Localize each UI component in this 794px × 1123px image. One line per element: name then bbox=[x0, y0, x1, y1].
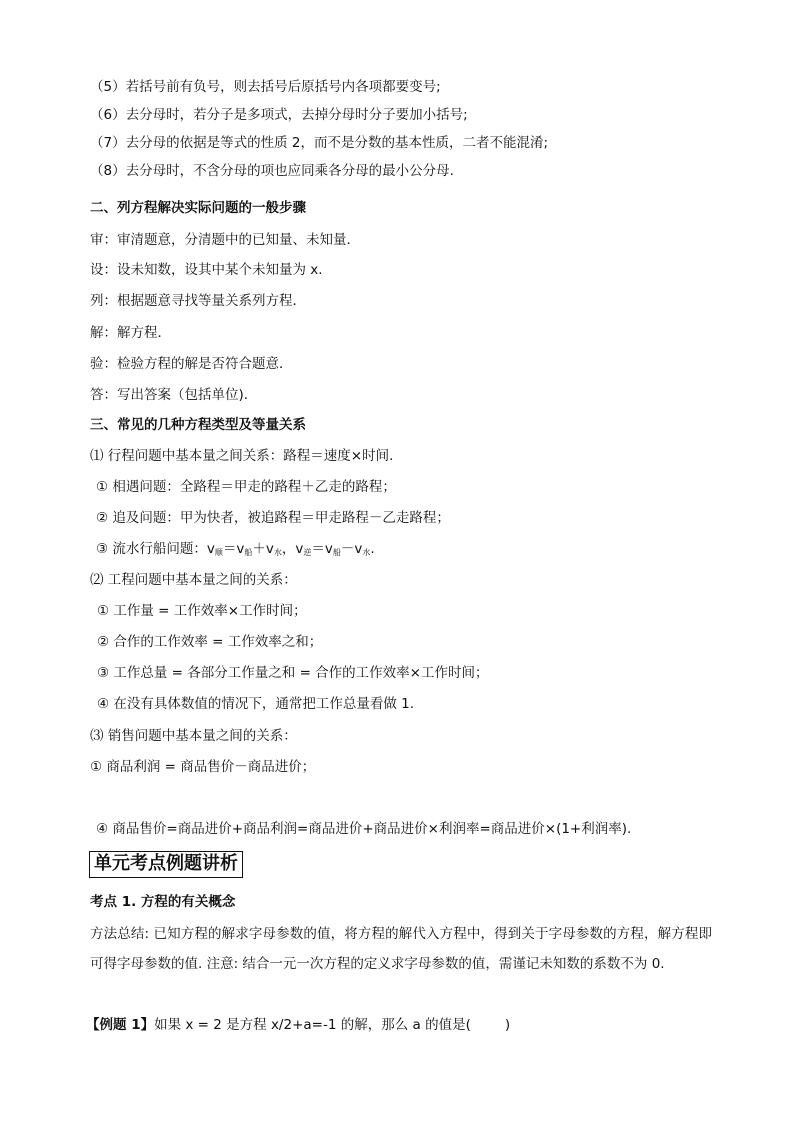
flow-v-3: v bbox=[265, 541, 274, 557]
flow-sub-shui-2: 水 bbox=[362, 548, 371, 557]
flow-sub-chuan-2: 船 bbox=[332, 548, 341, 557]
section-2-title: 二、列方程解决实际问题的一般步骤 bbox=[90, 200, 306, 216]
unit-title: 单元考点例题讲析 bbox=[89, 851, 243, 878]
step-solve: 解：解方程． bbox=[90, 325, 171, 341]
flow-sub-chuan-1: 船 bbox=[244, 548, 253, 557]
step-list: 列：根据题意寻找等量关系列方程． bbox=[90, 293, 306, 309]
rule-7: （7）去分母的依据是等式的性质 2，而不是分数的基本性质，二者不能混淆; bbox=[90, 135, 549, 151]
flow-plus: ＋ bbox=[252, 541, 266, 557]
section-3-title: 三、常见的几种方程类型及等量关系 bbox=[90, 417, 306, 433]
flow-eq-2: ＝ bbox=[311, 541, 325, 557]
step-answer: 答：写出答案（包括单位)． bbox=[90, 387, 258, 403]
point-1-title: 考点 1. 方程的有关概念 bbox=[90, 894, 236, 910]
flow-sub-shun: 顺 bbox=[214, 548, 223, 557]
work-head: ⑵ 工程问题中基本量之间的关系： bbox=[90, 572, 297, 588]
travel-head: ⑴ 行程问题中基本量之间关系：路程＝速度×时间． bbox=[90, 448, 403, 464]
step-set: 设：设未知数，设其中某个未知量为 x. bbox=[90, 262, 323, 278]
example-text: 如果 x = 2 是方程 x/2+a=-1 的解，那么 a 的值是( bbox=[154, 1017, 471, 1033]
sales-item-1: ① 商品利润 = 商品售价－商品进价； bbox=[90, 759, 316, 775]
flow-v-4: v bbox=[295, 541, 304, 557]
travel-flow bbox=[96, 540, 375, 562]
flow-minus: － bbox=[340, 541, 355, 557]
flow-v-5: v bbox=[324, 541, 333, 557]
rule-6: （6）去分母时，若分子是多项式，去掉分母时分子要加小括号; bbox=[90, 107, 468, 123]
step-review: 审：审清题意，分清题中的已知量、未知量． bbox=[90, 232, 360, 248]
flow-prefix: ③ 流水行船问题： bbox=[96, 541, 207, 557]
flow-v-6: v bbox=[354, 541, 363, 557]
method-summary: 方法总结: 已知方程的解求字母参数的值，将方程的解代入方程中，得到关于字母参数的方程，解方程即可得字母参数的值. 注意: 结合一元一次方程的定义求字母参数的值，需谨记未知数的系数不为 0. bbox=[90, 926, 712, 972]
sales-head: ⑶ 销售问题中基本量之间的关系： bbox=[90, 728, 297, 744]
flow-eq-1: ＝ bbox=[222, 541, 237, 557]
example-close: ) bbox=[504, 1017, 511, 1033]
flow-comma: ， bbox=[281, 541, 296, 557]
work-item-4: ④ 在没有具体数值的情况下，通常把工作总量看做 1. bbox=[97, 696, 415, 712]
example-1 bbox=[86, 1016, 510, 1034]
work-item-2: ② 合作的工作效率 = 工作效率之和； bbox=[97, 634, 323, 650]
rule-5: （5）若括号前有负号，则去括号后原括号内各项都要变号; bbox=[90, 79, 441, 95]
flow-end: . bbox=[370, 541, 375, 557]
work-item-1: ① 工作量 = 工作效率×工作时间； bbox=[97, 603, 307, 619]
travel-meet: ① 相遇问题：全路程＝甲走的路程＋乙走的路程； bbox=[96, 479, 396, 495]
rule-8: （8）去分母时，不含分母的项也应同乘各分母的最小公分母. bbox=[90, 163, 454, 179]
travel-chase: ② 追及问题：甲为快者，被追路程＝甲走路程－乙走路程； bbox=[96, 510, 450, 526]
step-verify: 验：检验方程的解是否符合题意． bbox=[90, 356, 293, 372]
flow-sub-ni: 逆 bbox=[303, 548, 312, 557]
flow-v-2: v bbox=[236, 541, 245, 557]
work-item-3: ③ 工作总量 = 各部分工作量之和 = 合作的工作效率×工作时间； bbox=[97, 665, 489, 681]
sales-item-4: ④ 商品售价=商品进价+商品利润=商品进价+商品进价×利润率=商品进价×(1+利润率). bbox=[96, 821, 632, 837]
flow-sub-shui-1: 水 bbox=[273, 548, 282, 557]
flow-v-1: v bbox=[206, 541, 215, 557]
example-label: 【例题 1】 bbox=[86, 1017, 155, 1033]
